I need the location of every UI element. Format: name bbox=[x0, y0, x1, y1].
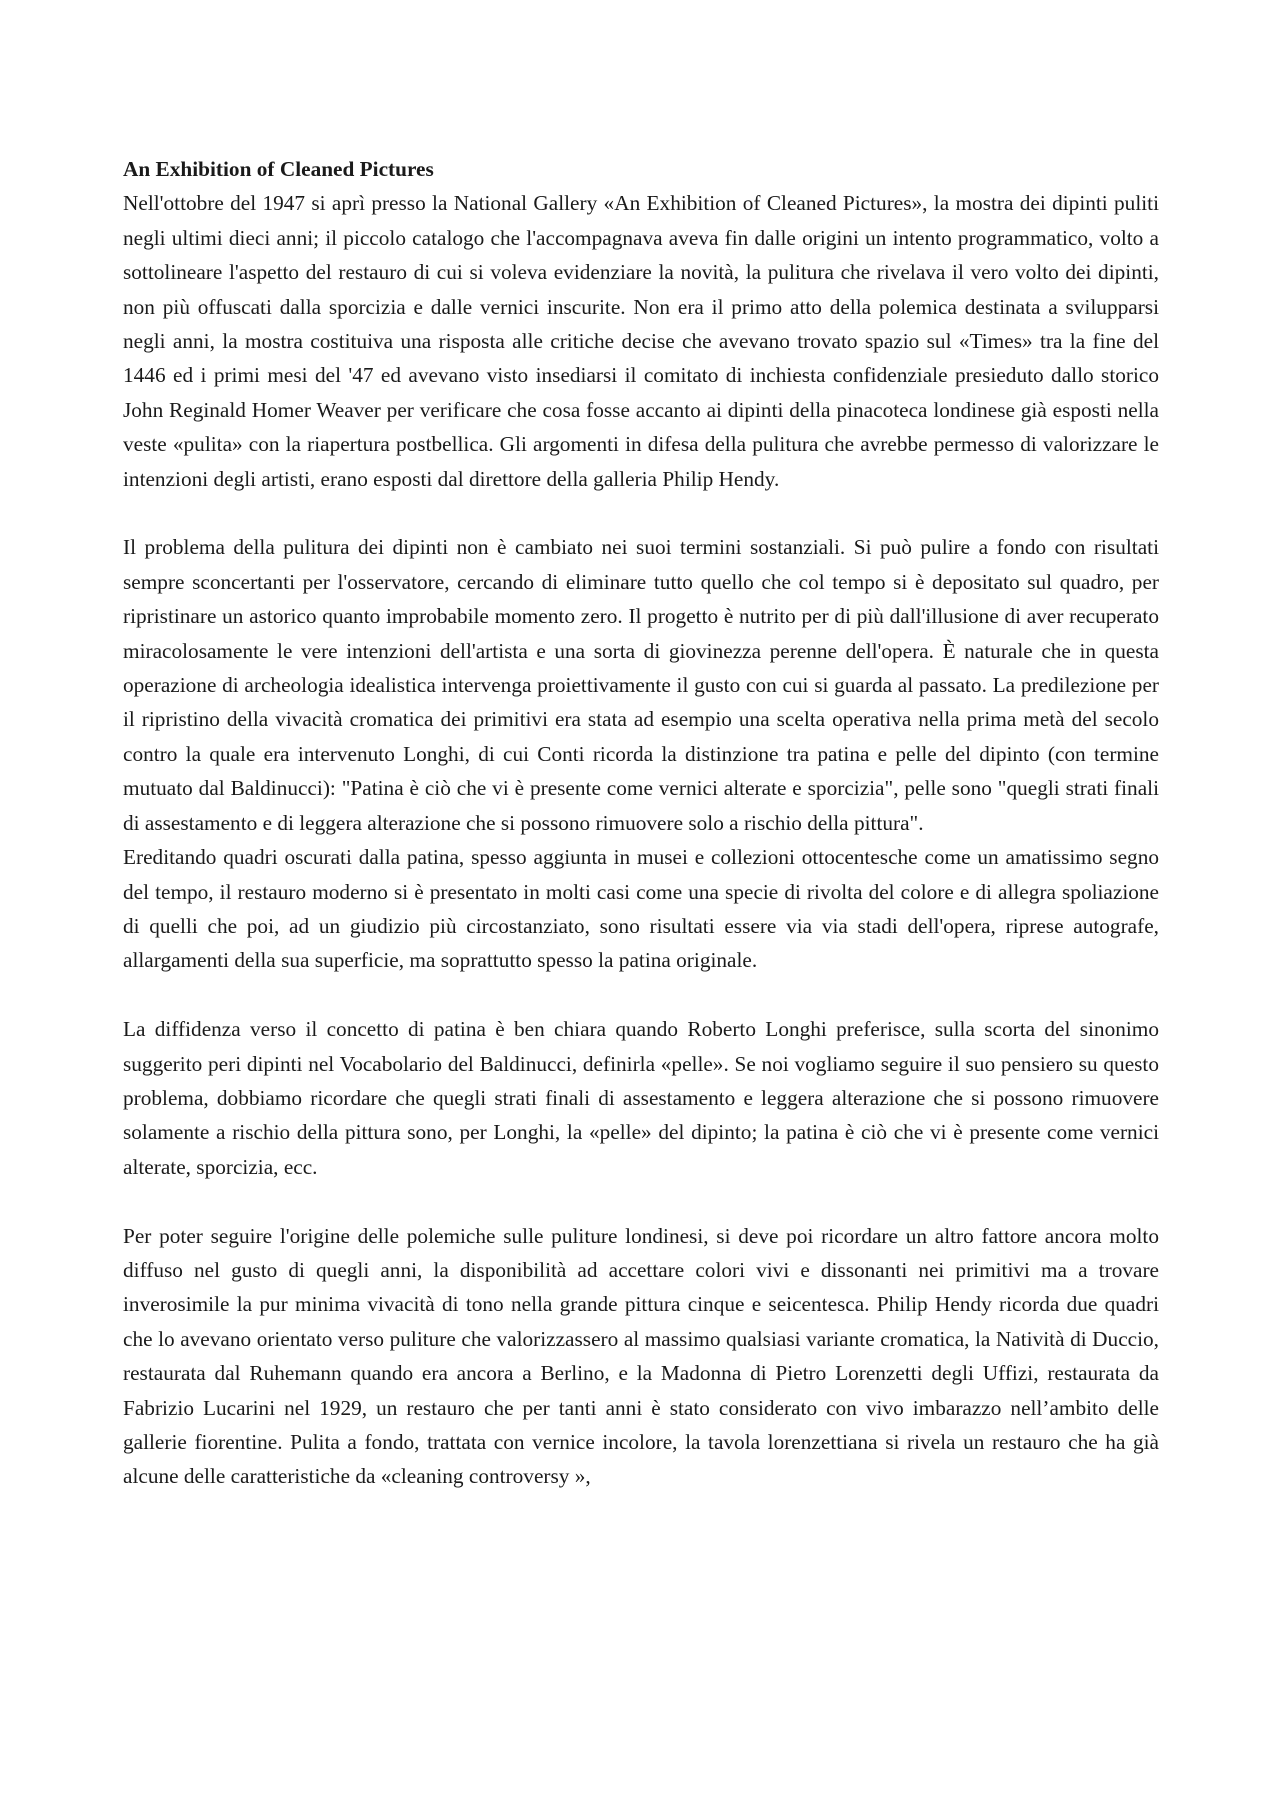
paragraph-spacer bbox=[123, 978, 1159, 1012]
paragraph-1: Nell'ottobre del 1947 si aprì presso la National Gallery «An Exhibition of Cleaned Pictures», la mostra dei dipinti puliti negli ultimi dieci anni; il piccolo catalogo che l'accompagnava aveva fin dalle origini un intento programmatico, volto a sottolineare l'aspetto del restauro di cui si voleva evidenziare la novità, la pulitura che rivelava il vero volto dei dipinti, non più offuscati dalla sporcizia e dalle vernici inscurite. Non era il primo atto della polemica destinata a svilupparsi negli anni, la mostra costituiva una risposta alle critiche decise che avevano trovato spazio sul «Times» tra la fine del 1446 ed i primi mesi del '47 ed avevano visto insediarsi il comitato di inchiesta confidenziale presieduto dallo storico John Reginald Homer Weaver per verificare che cosa fosse accanto ai dipinti della pinacoteca londinese già esposti nella veste «pulita» con la riapertura postbellica. Gli argomenti in difesa della pulitura che avrebbe permesso di valorizzare le intenzioni degli artisti, erano esposti dal direttore della galleria Philip Hendy. bbox=[123, 191, 1159, 491]
paragraph-spacer bbox=[123, 1184, 1159, 1218]
document-body bbox=[123, 152, 1159, 1494]
paragraph-4: La diffidenza verso il concetto di patina è ben chiara quando Roberto Longhi preferisce, sulla scorta del sinonimo suggerito peri dipinti nel Vocabolario del Baldinucci, definirla «pelle». Se noi vogliamo seguire il suo pensiero su questo problema, dobbiamo ricordare che quegli strati finali di assestamento e leggera alterazione che si possono rimuovere solamente a rischio della pittura sono, per Longhi, la «pelle» del dipinto; la patina è ciò che vi è presente come vernici alterate, sporcizia, ecc. bbox=[123, 1017, 1159, 1179]
paragraph-2: Il problema della pulitura dei dipinti non è cambiato nei suoi termini sostanziali. Si può pulire a fondo con risultati sempre sconcertanti per l'osservatore, cercando di eliminare tutto quello che col tempo si è depositato sul quadro, per ripristinare un astorico quanto improbabile momento zero. Il progetto è nutrito per di più dall'illusione di aver recuperato miracolosamente le vere intenzioni dell'artista e una sorta di giovinezza perenne dell'opera. È naturale che in questa operazione di archeologia idealistica intervenga proiettivamente il gusto con cui si guarda al passato. La predilezione per il ripristino della vivacità cromatica dei primitivi era stata ad esempio una scelta operativa nella prima metà del secolo contro la quale era intervenuto Longhi, di cui Conti ricorda la distinzione tra patina e pelle del dipinto (con termine mutuato dal Baldinucci): "Patina è ciò che vi è presente come vernici alterate e sporcizia", pelle sono "quegli strati finali di assestamento e di leggera alterazione che si possono rimuovere solo a rischio della pittura". bbox=[123, 535, 1159, 835]
paragraph-3: Ereditando quadri oscurati dalla patina, spesso aggiunta in musei e collezioni ottocentesche come un amatissimo segno del tempo, il restauro moderno si è presentato in molti casi come una specie di rivolta del colore e di allegra spoliazione di quelli che poi, ad un giudizio più circostanziato, sono risultati essere via via stadi dell'opera, riprese autografe, allargamenti della sua superficie, ma soprattutto spesso la patina originale. bbox=[123, 845, 1159, 973]
document-title: An Exhibition of Cleaned Pictures bbox=[123, 157, 434, 181]
paragraph-5: Per poter seguire l'origine delle polemiche sulle puliture londinesi, si deve poi ricordare un altro fattore ancora molto diffuso nel gusto di quegli anni, la disponibilità ad accettare colori vivi e dissonanti nei primitivi ma a trovare inverosimile la pur minima vivacità di tono nella grande pittura cinque e seicentesca. Philip Hendy ricorda due quadri che lo avevano orientato verso puliture che valorizzassero al massimo qualsiasi variante cromatica, la Natività di Duccio, restaurata dal Ruhemann quando era ancora a Berlino, e la Madonna di Pietro Lorenzetti degli Uffizi, restaurata da Fabrizio Lucarini nel 1929, un restauro che per tanti anni è stato considerato con vivo imbarazzo nell’ambito delle gallerie fiorentine. Pulita a fondo, trattata con vernice incolore, la tavola lorenzettiana si rivela un restauro che ha già alcune delle caratteristiche da «cleaning controversy », bbox=[123, 1223, 1159, 1489]
paragraph-spacer bbox=[123, 496, 1159, 530]
